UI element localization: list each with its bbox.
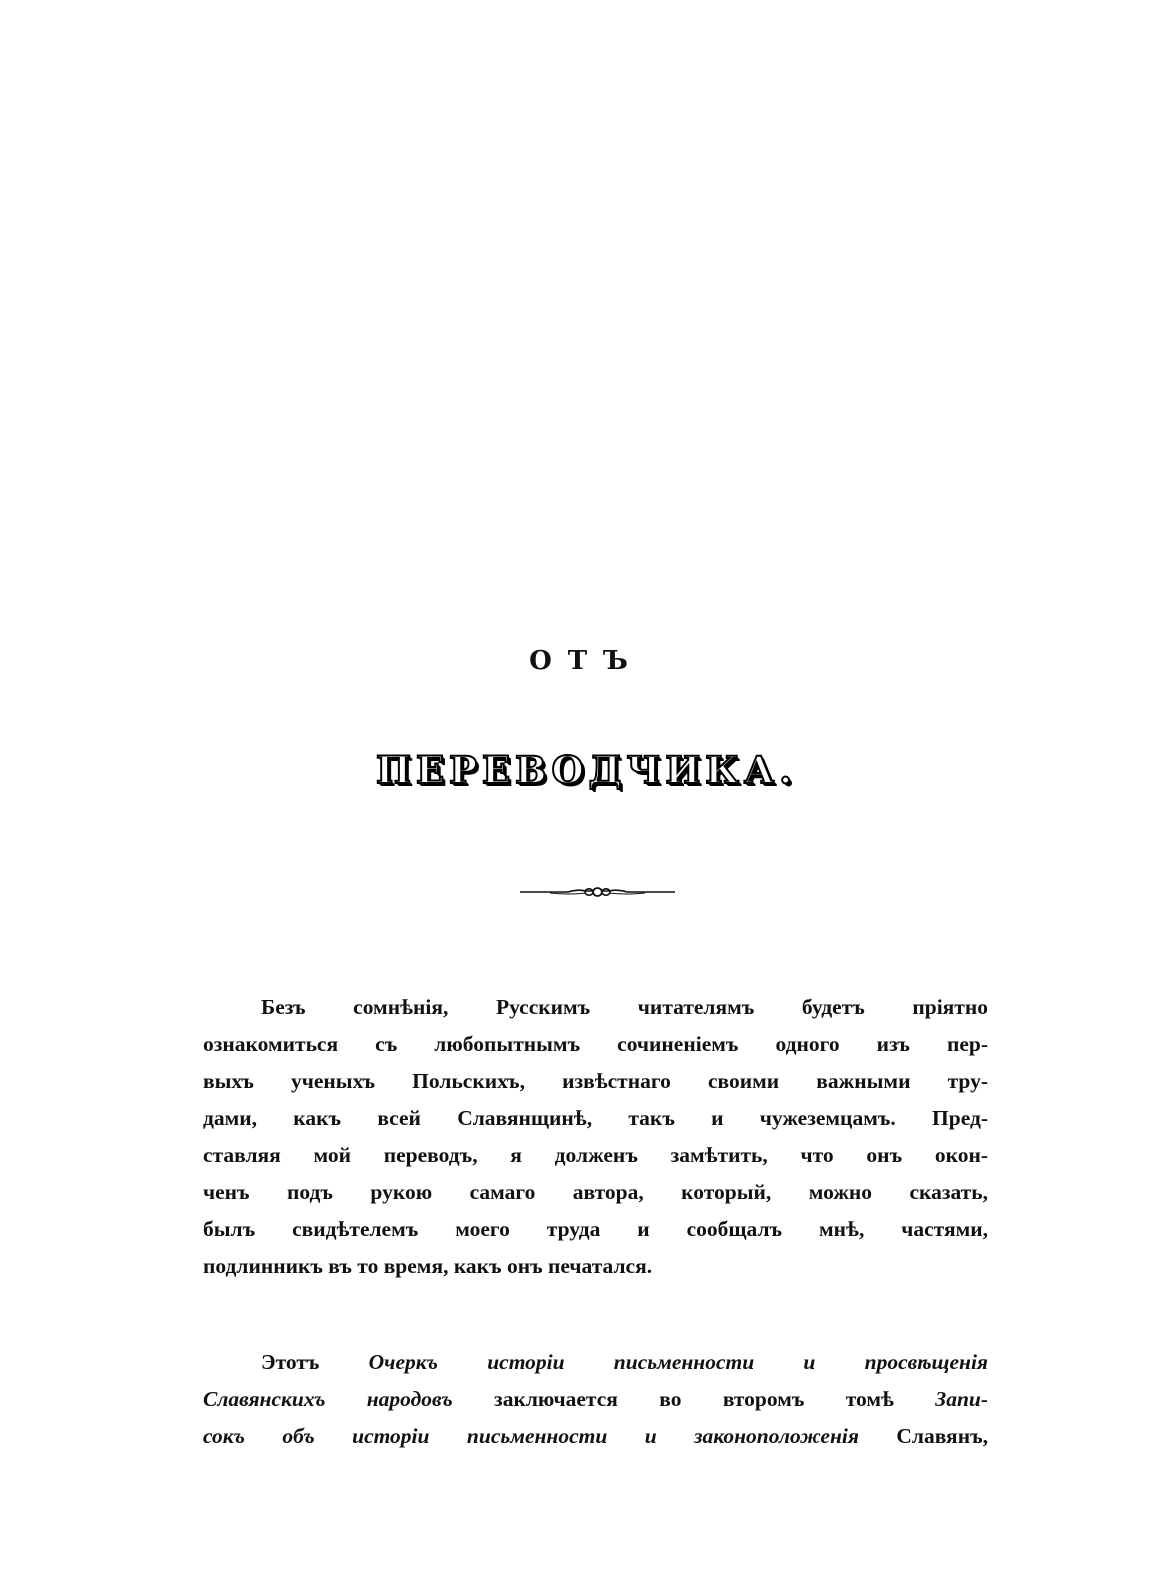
paragraph-1-line: дами, какъ всей Славянщинѣ, такъ и чужеземцамъ. Пред- [203,1106,988,1130]
heading-from: ОТЪ [529,646,644,676]
paragraph-1-line: ставляя мой переводъ, я долженъ замѣтить, что онъ окон- [203,1143,988,1167]
paragraph-1 [203,989,988,1285]
italic-title-run: Запи- [935,1387,989,1411]
italic-title-run: Очеркъ исторіи письменности и просвѣщенія [368,1350,988,1374]
italic-title-run: Славянскихъ народовъ [203,1387,453,1411]
paragraph-1-line: Безъ сомнѣнія, Русскимъ читателямъ будетъ пріятно [261,995,988,1019]
paragraph-2-line-2 [203,1381,988,1418]
paragraph-1-line: выхъ ученыхъ Польскихъ, извѣстнаго своими важными тру- [203,1069,988,1093]
italic-title-run: сокъ объ исторіи письменности и законоположенія [203,1424,897,1448]
paragraph-2 [203,1344,988,1455]
text-run: Славянъ, [896,1424,988,1448]
paragraph-1-line: ченъ подъ рукою самаго автора, который, можно сказать, [203,1180,988,1204]
text-run: заключается во второмъ томѣ [452,1387,936,1411]
paragraph-1-line: ознакомиться съ любопытнымъ сочиненіемъ одного изъ пер- [203,1032,988,1056]
paragraph-1-line: былъ свидѣтелемъ моего труда и сообщалъ мнѣ, частями, [203,1217,988,1241]
paragraph-1-line: подлинникъ въ то время, какъ онъ печатался. [203,1254,653,1278]
paragraph-2-line-1 [203,1344,988,1381]
paragraph-2-line-3 [203,1418,988,1455]
ornament-divider-icon [520,880,675,904]
heading-translator: ПЕРЕВОДЧИКА. [376,748,797,792]
text-run: Этотъ [261,1350,369,1374]
